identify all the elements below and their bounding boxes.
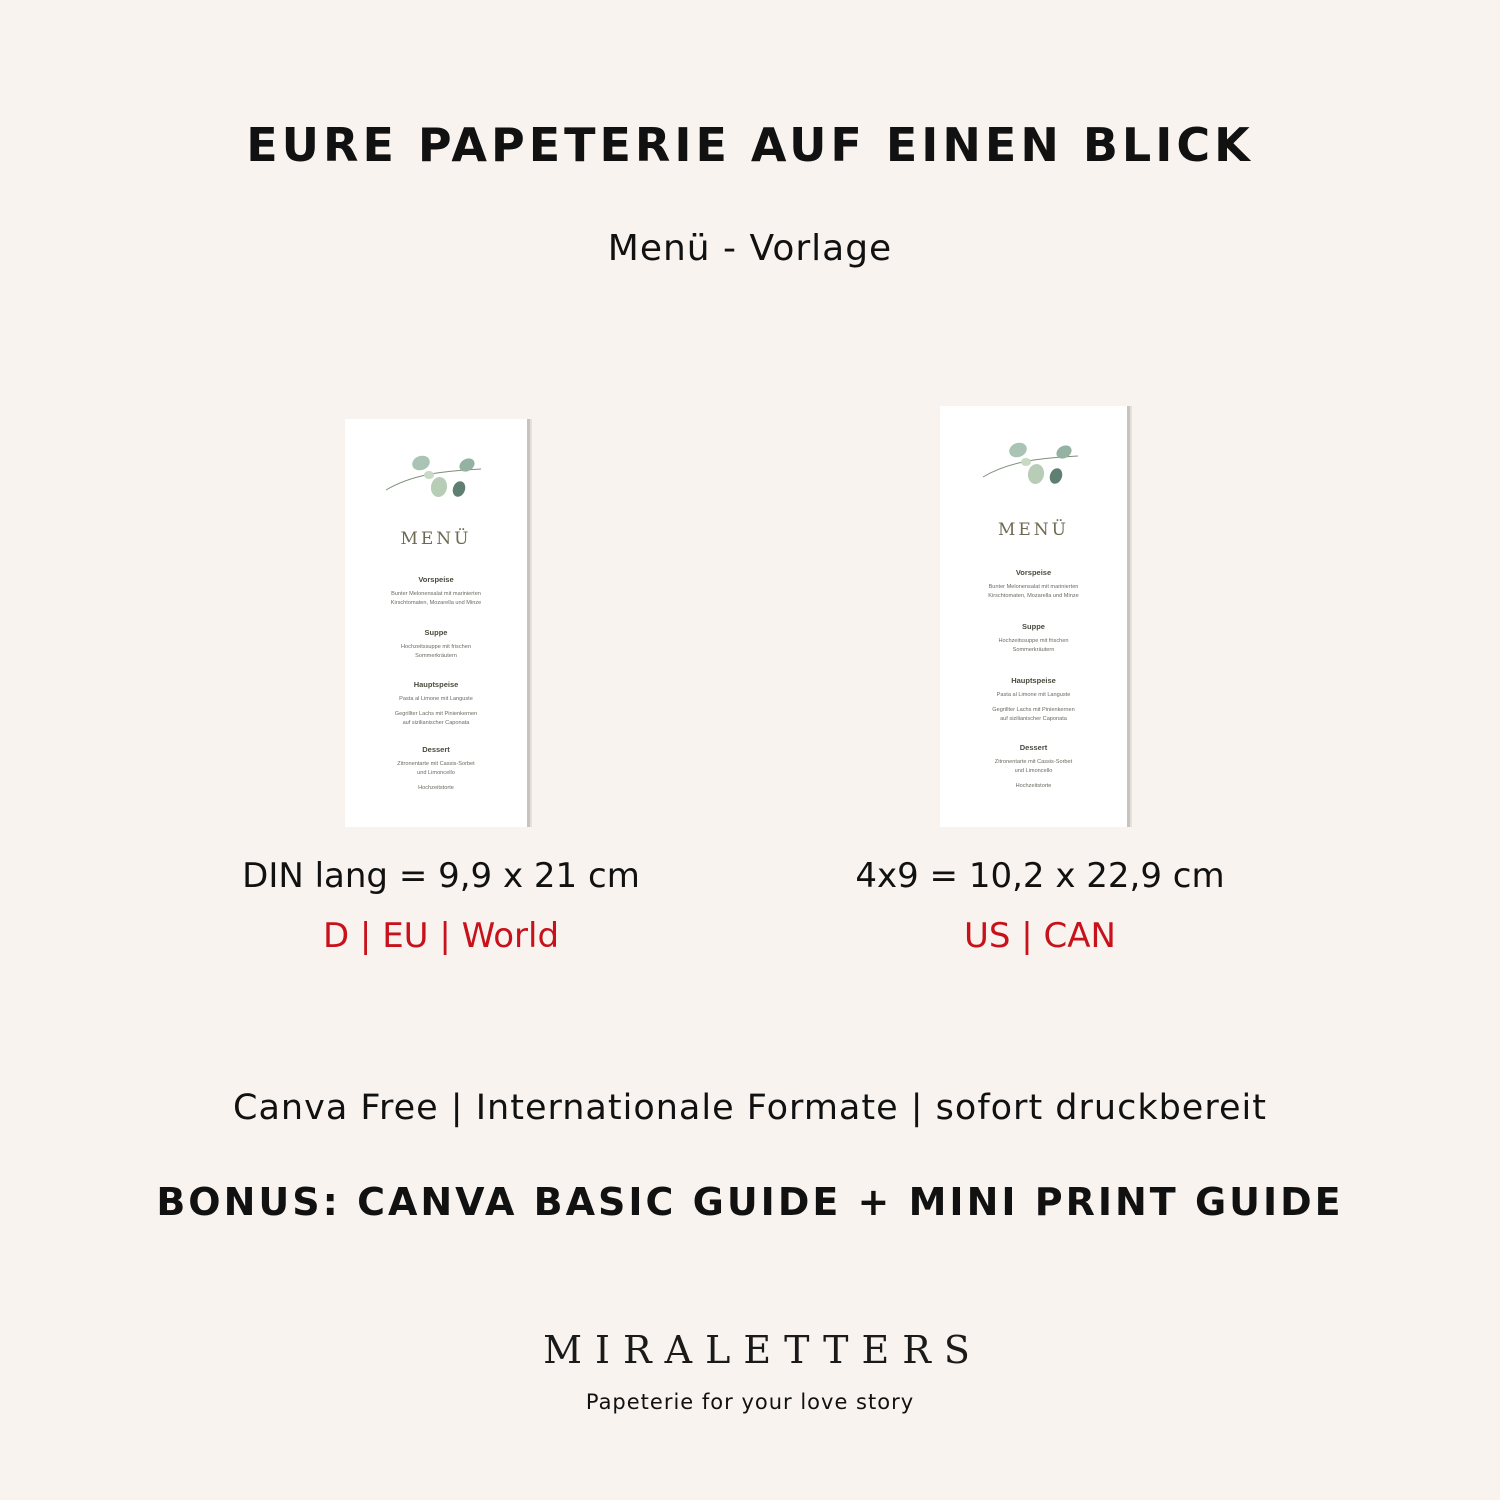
- course-name: Vorspeise: [1015, 568, 1052, 577]
- course-soup: [940, 622, 1127, 655]
- course-line: Hochzeitstorte: [1015, 783, 1052, 789]
- course-name: Vorspeise: [418, 575, 454, 584]
- menu-heading: MENÜ: [400, 529, 472, 549]
- course-line: Pasta al Limone mit Languste: [399, 696, 473, 702]
- course-line: Pasta al Limone mit Languste: [996, 692, 1071, 698]
- menu-heading: MENÜ: [997, 520, 1070, 540]
- course-line: Hochzeitstorte: [418, 785, 454, 791]
- course-name: Dessert: [1019, 743, 1048, 752]
- course-soup: [345, 628, 527, 661]
- course-line: Kirschtomaten, Mozarella und Minze: [988, 593, 1079, 599]
- format-regions-din-lang: D | EU | World: [322, 916, 560, 956]
- course-main: [940, 676, 1127, 724]
- course-dessert: [345, 745, 527, 793]
- format-size-4x9: 4x9 = 10,2 x 22,9 cm: [855, 856, 1225, 896]
- course-line: Sommerkräutern: [1012, 647, 1055, 653]
- course-line: Zitronentarte mit Cassis-Sorbet: [397, 761, 475, 767]
- course-name: Suppe: [424, 628, 448, 637]
- course-dessert: [940, 743, 1127, 791]
- course-line: und Limoncello: [417, 770, 455, 776]
- page-subtitle: Menü - Vorlage: [607, 228, 893, 269]
- course-starter: [940, 568, 1127, 601]
- course-line: auf sizilianischer Caponata: [402, 720, 470, 726]
- course-line: Kirschtomaten, Mozarella und Minze: [390, 600, 482, 606]
- course-line: Hochzeitssuppe mit frischen: [401, 644, 471, 650]
- course-line: auf sizilianischer Caponata: [1000, 716, 1067, 722]
- menu-card-din-lang: [345, 419, 527, 827]
- course-name: Suppe: [1022, 622, 1045, 631]
- course-line: und Limoncello: [1014, 768, 1053, 774]
- menu-card-4x9: [940, 406, 1127, 827]
- course-name: Hauptspeise: [1011, 676, 1056, 685]
- course-line: Gegrillter Lachs mit Pinienkernen: [992, 707, 1075, 713]
- features-line: Canva Free | Internationale Formate | sofort druckbereit: [233, 1088, 1267, 1128]
- course-line: Bunter Melonensalat mit marinierten: [391, 591, 481, 597]
- bonus-line: BONUS: CANVA BASIC GUIDE + MINI PRINT GUIDE: [156, 1180, 1344, 1224]
- format-size-din-lang: DIN lang = 9,9 x 21 cm: [242, 856, 640, 896]
- course-line: Sommerkräutern: [415, 653, 457, 659]
- course-name: Dessert: [422, 745, 450, 754]
- course-name: Hauptspeise: [413, 680, 459, 689]
- course-main: [345, 680, 527, 728]
- brand-tagline: Papeterie for your love story: [585, 1390, 915, 1414]
- page-title: EURE PAPETERIE AUF EINEN BLICK: [246, 118, 1254, 172]
- eucalyptus-sprig-icon: [978, 432, 1088, 492]
- course-starter: [345, 575, 527, 608]
- course-line: Gegrillter Lachs mit Pinienkernen: [394, 711, 478, 717]
- brand-logo: MIRALETTERS: [543, 1328, 983, 1372]
- eucalyptus-sprig-icon: [381, 445, 491, 505]
- course-line: Hochzeitssuppe mit frischen: [998, 638, 1069, 644]
- course-line: Zitronentarte mit Cassis-Sorbet: [994, 759, 1073, 765]
- course-line: Bunter Melonensalat mit marinierten: [988, 584, 1079, 590]
- format-regions-4x9: US | CAN: [964, 916, 1116, 956]
